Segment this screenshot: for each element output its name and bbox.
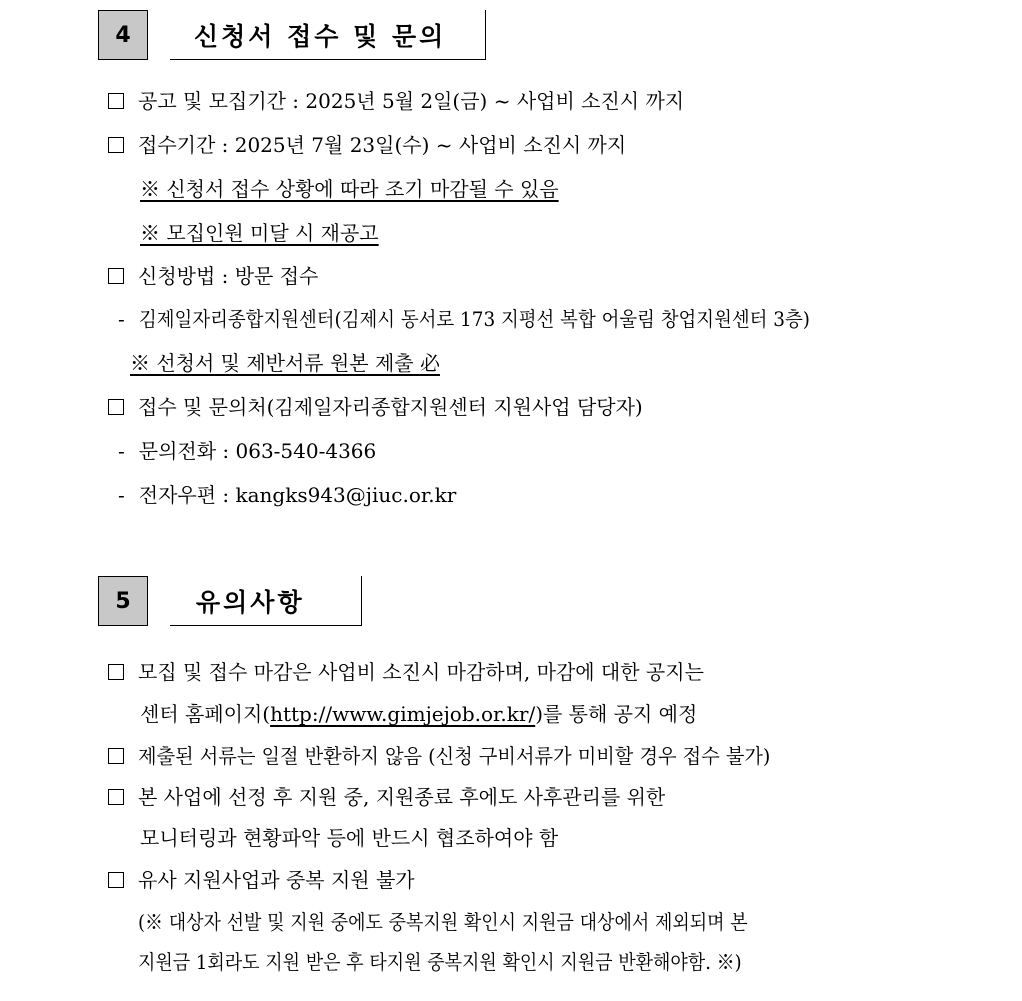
no-return-item: 제출된 서류는 일절 반환하지 않음 (신청 구비서류가 미비할 경우 접수 불가) (108, 742, 797, 770)
early-close-note: ※ 신청서 접수 상황에 따라 조기 마감될 수 있음 (140, 177, 559, 201)
section-5-title: 유의사항 (170, 576, 362, 626)
no-duplicate-item: 유사 지원사업과 중복 지원 불가 (108, 866, 415, 894)
duplicate-note-line-2: 지원금 1회라도 지원 받은 후 타지원 중복지원 확인시 지원금 반환해야함. ※) (138, 950, 742, 974)
deadline-item: 모집 및 접수 마감은 사업비 소진시 마감하며, 마감에 대한 공지는 (108, 658, 704, 686)
section-4-title: 신청서 접수 및 문의 (170, 10, 486, 60)
checkbox-icon (108, 93, 124, 109)
homepage-line: 센터 홈페이지(http://www.gimjejob.or.kr/)를 통해 공지 예정 (140, 702, 698, 726)
homepage-link[interactable]: http://www.gimjejob.or.kr/ (270, 702, 536, 726)
application-method-item: 신청방법 : 방문 접수 (108, 262, 318, 290)
cooperation-item: 본 사업에 선정 후 지원 중, 지원종료 후에도 사후관리를 위한 (108, 783, 665, 811)
checkbox-icon (108, 789, 124, 805)
checkbox-icon (108, 872, 124, 888)
original-documents-note: ※ 선청서 및 제반서류 원본 제출 必 (130, 351, 440, 375)
checkbox-icon (108, 137, 124, 153)
contact-item: 접수 및 문의처(김제일자리종합지원센터 지원사업 담당자) (108, 393, 643, 421)
section-4-number: 4 (98, 10, 148, 60)
checkbox-icon (108, 748, 124, 764)
phone-item: - 문의전화 : 063-540-4366 (118, 439, 377, 463)
email-item: - 전자우편 : kangks943@jiuc.or.kr (118, 483, 457, 507)
reception-period-item: 접수기간 : 2025년 7월 23일(수) ~ 사업비 소진시 까지 (108, 131, 626, 159)
duplicate-note-line-1: (※ 대상자 선발 및 지원 중에도 중복지원 확인시 지원금 대상에서 제외되며 본 (138, 910, 748, 934)
cooperation-line-2: 모니터링과 현황파악 등에 반드시 협조하여야 함 (140, 826, 559, 850)
re-notice-note: ※ 모집인원 미달 시 재공고 (140, 221, 379, 245)
notice-period-item: 공고 및 모집기간 : 2025년 5월 2일(금) ~ 사업비 소진시 까지 (108, 87, 684, 115)
checkbox-icon (108, 268, 124, 284)
checkbox-icon (108, 399, 124, 415)
center-address-item: - 김제일자리종합지원센터(김제시 동서로 173 지평선 복합 어울림 창업지원센터 3층) (118, 307, 810, 331)
section-5-number: 5 (98, 576, 148, 626)
checkbox-icon (108, 664, 124, 680)
